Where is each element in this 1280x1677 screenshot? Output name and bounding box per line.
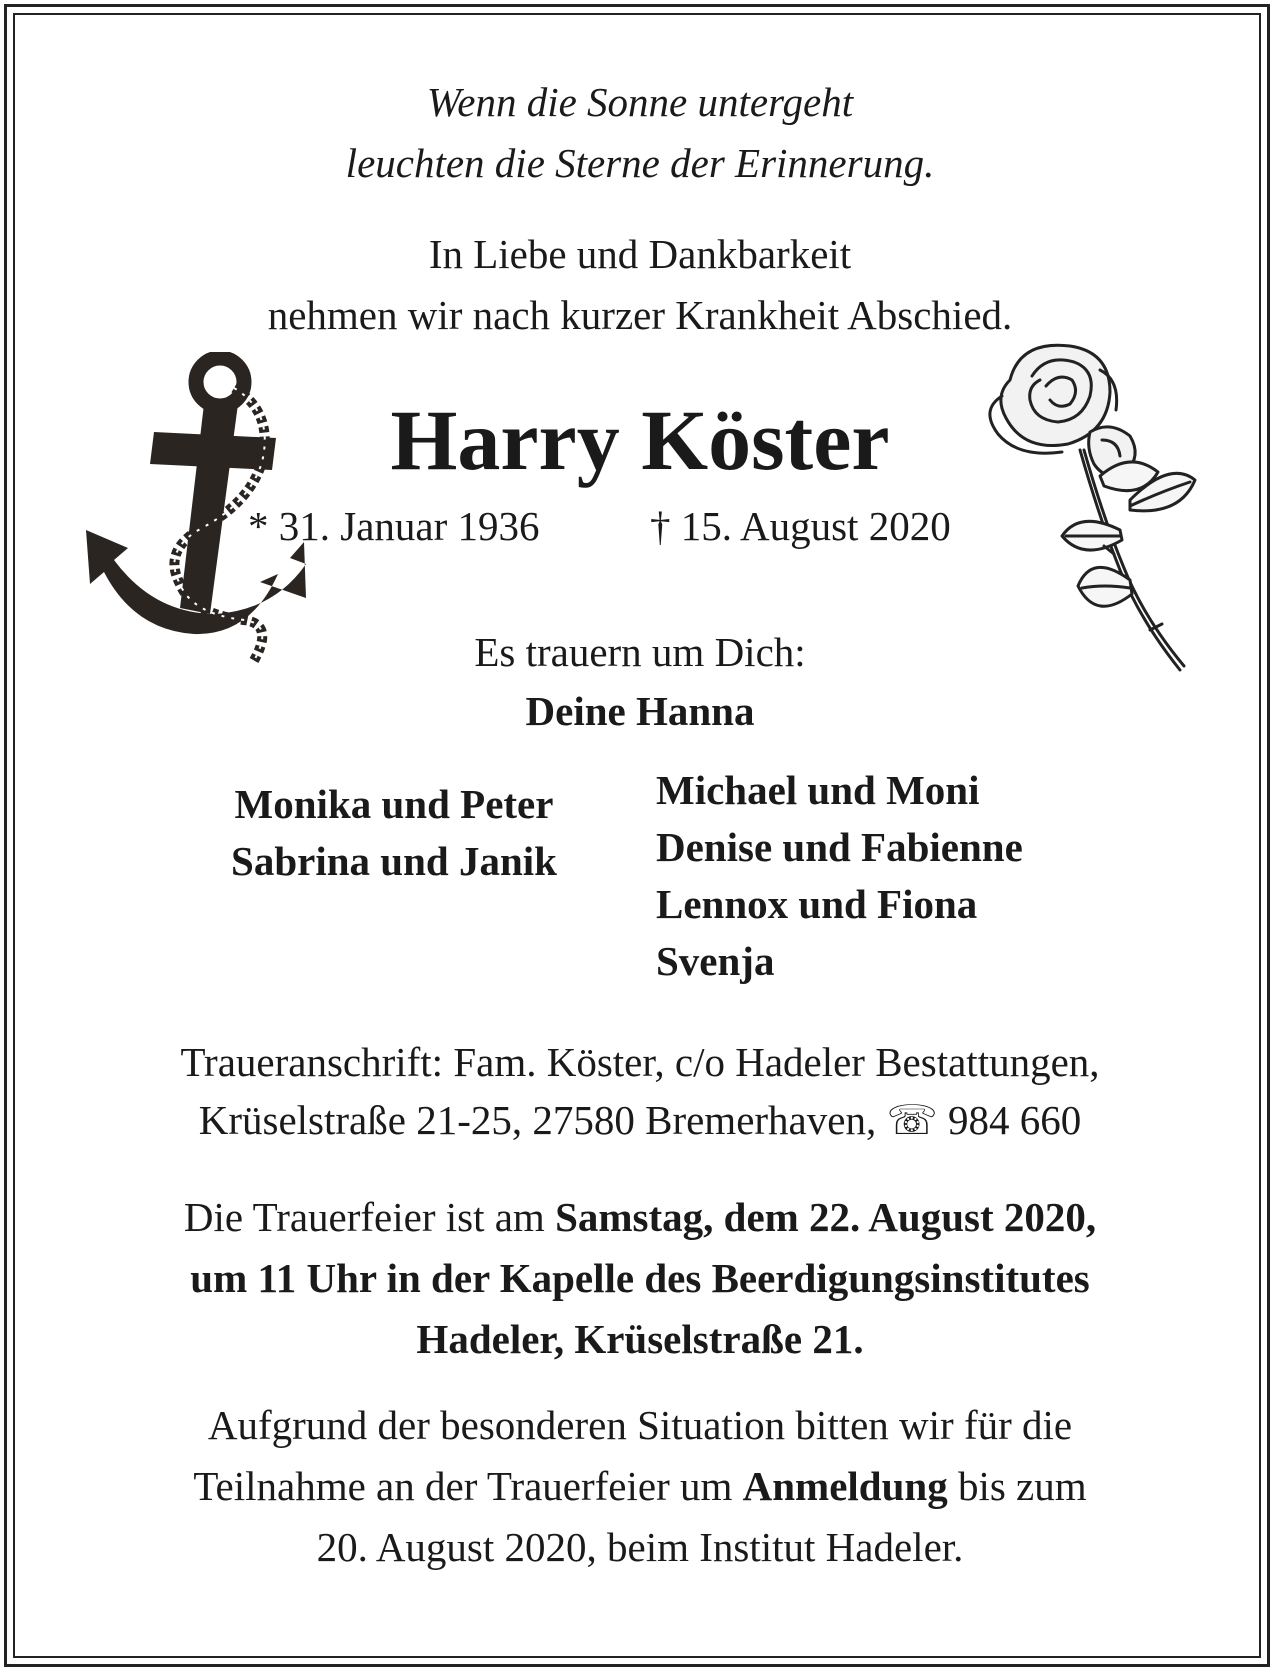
note-suffix: bis zum [947,1463,1087,1509]
note-registration: Anmeldung [742,1463,948,1509]
death-date: † 15. August 2020 [650,503,951,549]
motto-line-2: leuchten die Sterne der Erinnerung. [345,140,935,186]
birth-date: * 31. Januar 1936 [248,503,540,549]
mourner-entry: Michael und Moni [656,767,980,813]
ceremony-line-2: um 11 Uhr in der Kapelle des Beerdigungsinstitutes [190,1255,1090,1301]
mourners-left-column [172,776,616,890]
mourner-entry: Svenja [656,938,775,984]
mourner-entry: Sabrina und Janik [231,838,557,884]
address-street: Krüselstraße 21-25, 27580 Bremerhaven, [198,1097,877,1143]
phone-icon: ☏ [886,1097,938,1143]
note-line-2 [0,1456,1280,1517]
address-line-1: Traueranschrift: Fam. Köster, c/o Hadeler Bestattungen, [180,1039,1100,1085]
intro-line-1: In Liebe und Dankbarkeit [428,231,852,277]
mourner-entry: Denise und Fabienne [656,824,1023,870]
intro-line-2: nehmen wir nach kurzer Krankheit Abschied. [267,292,1013,338]
mourning-address [0,1033,1280,1149]
ceremony-line-1 [0,1187,1280,1248]
motto-line-1: Wenn die Sonne untergeht [426,79,854,125]
ceremony-line-3: Hadeler, Krüselstraße 21. [416,1316,864,1362]
ceremony-prefix: Die Trauerfeier ist am [183,1194,556,1240]
ceremony-date: Samstag, dem 22. August 2020, [555,1194,1097,1240]
phone-number: 984 660 [947,1097,1082,1143]
deceased-name: Harry Köster [390,392,890,488]
registration-note [0,1395,1280,1578]
note-line-1: Aufgrund der besonderen Situation bitten wir für die [207,1402,1073,1448]
mourner-entry: Monika und Peter [234,781,554,827]
mourner-primary: Deine Hanna [525,688,755,734]
address-line-2 [0,1091,1280,1149]
ceremony-info [0,1187,1280,1370]
note-prefix: Teilnahme an der Trauerfeier um [193,1463,743,1509]
motto [0,72,1280,194]
note-line-3: 20. August 2020, beim Institut Hadeler. [316,1524,964,1570]
mourners-heading: Es trauern um Dich: [474,629,806,675]
intro-text [0,224,1280,346]
mourners-right-column [656,762,1023,990]
mourner-entry: Lennox und Fiona [656,881,978,927]
